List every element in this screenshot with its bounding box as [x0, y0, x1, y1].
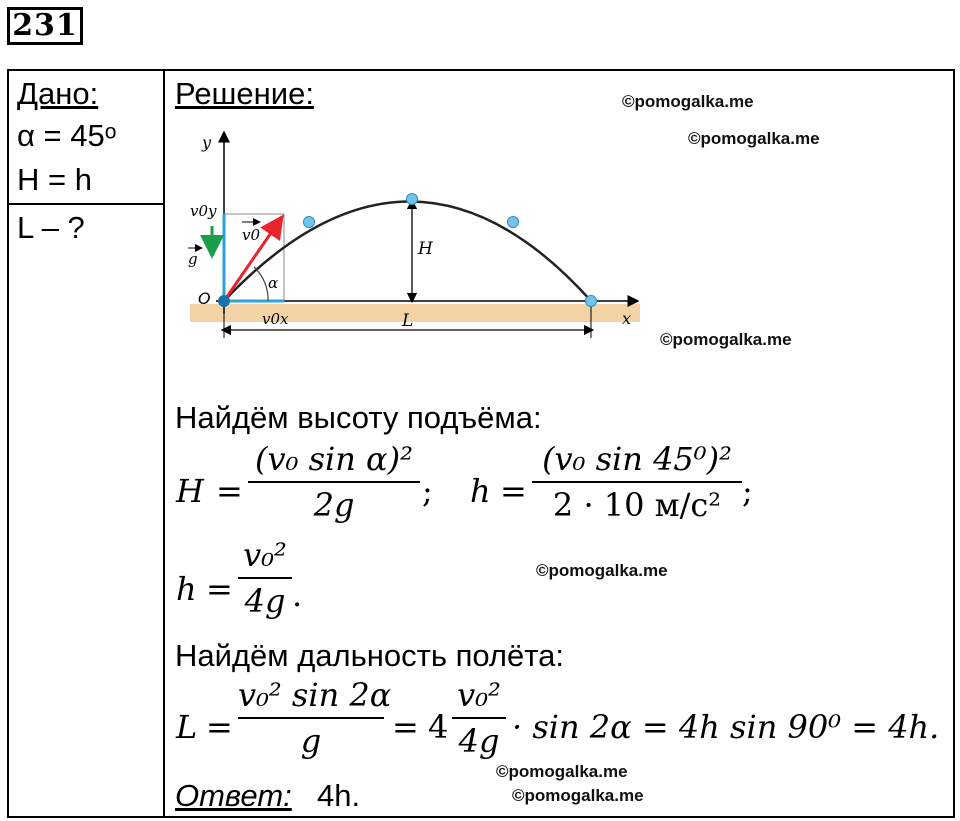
launch-point [218, 295, 230, 307]
fraction-bar [248, 481, 420, 483]
fraction-denominator: 2g [313, 486, 355, 524]
fraction-denominator: 4g [244, 582, 286, 620]
fraction-numerator: (v₀ sin 45⁰)² [542, 440, 732, 478]
fraction-denominator: g [300, 722, 322, 760]
fraction-numerator: v₀² [243, 536, 287, 574]
solution-heading: Решение: [175, 76, 314, 111]
ground [190, 304, 640, 322]
formula-L-tail: · sin 2α = 4h sin 90⁰ = 4h. [512, 708, 940, 746]
problem-number: 231 [7, 7, 83, 45]
origin-label: O [198, 289, 211, 308]
formula-semicolon: ; [422, 472, 433, 510]
watermark: ©pomogalka.me [496, 762, 628, 781]
v0x-label: v0x [262, 310, 289, 328]
formula-coefficient: 4 [428, 708, 449, 746]
L-label: L [402, 311, 414, 331]
formula-h-symbol: h [176, 570, 197, 608]
fraction-denominator: 2 · 10 м/с² [552, 486, 722, 524]
column-divider [163, 69, 165, 818]
fraction-L [238, 676, 392, 760]
answer-value: 4h. [317, 778, 361, 813]
fraction-numerator: (v₀ sin α)² [255, 440, 413, 478]
given-heading: Дано: [17, 76, 99, 111]
formula-eq: = [392, 708, 419, 746]
trajectory-point [304, 217, 315, 228]
given-height: H = h [17, 162, 92, 197]
H-label: H [418, 239, 433, 259]
x-axis-label: x [622, 309, 632, 328]
projectile-diagram [176, 118, 656, 358]
fraction-h-result [238, 536, 292, 620]
trajectory [224, 202, 591, 302]
given-angle: α = 45ᵒ [17, 118, 117, 153]
formula-semicolon: ; [742, 472, 753, 510]
fraction-denominator: 4g [458, 722, 500, 760]
watermark: ©pomogalka.me [688, 129, 820, 148]
trajectory-point [407, 194, 418, 205]
formula-eq: = [206, 708, 233, 746]
fraction-H [248, 440, 420, 524]
fraction-h [532, 440, 742, 524]
formula-eq: = [206, 570, 233, 608]
fraction-numerator: v₀² sin 2α [238, 676, 392, 714]
formula-period: . [292, 576, 303, 614]
watermark: ©pomogalka.me [536, 561, 668, 580]
find-line: L – ? [17, 210, 85, 245]
landing-point [586, 296, 597, 307]
step2-text: Найдём дальность полёта: [175, 638, 564, 673]
fraction-bar [532, 481, 742, 483]
formula-H-symbol: H [176, 472, 204, 510]
formula-L-symbol: L [176, 708, 198, 746]
trajectory-point [508, 217, 519, 228]
row-divider [7, 203, 164, 205]
v0y-label: v0y [190, 202, 217, 220]
step1-text: Найдём высоту подъёма: [175, 400, 542, 435]
fraction-bar [238, 717, 384, 719]
watermark: ©pomogalka.me [660, 330, 792, 349]
v0-label: v0 [242, 226, 261, 244]
fraction-numerator: v₀² [457, 676, 501, 714]
g-label: g [188, 250, 198, 268]
formula-eq: = [216, 472, 243, 510]
fraction-L-mid [452, 676, 506, 760]
alpha-label: α [268, 274, 279, 292]
formula-eq: = [500, 472, 527, 510]
fraction-bar [238, 577, 292, 579]
watermark: ©pomogalka.me [512, 786, 644, 805]
y-axis-label: y [202, 133, 212, 152]
watermark: ©pomogalka.me [622, 92, 754, 111]
fraction-bar [452, 717, 506, 719]
angle-arc [254, 267, 268, 301]
answer-label: Ответ: [175, 778, 292, 813]
formula-h-symbol: h [470, 472, 491, 510]
